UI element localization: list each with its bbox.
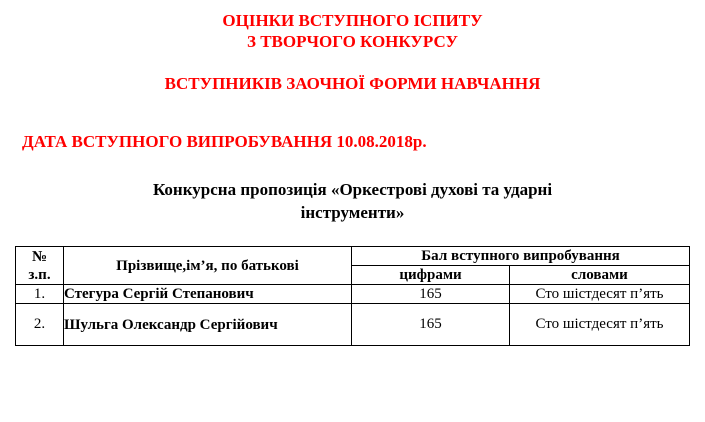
- header-score-words: словами: [510, 266, 690, 285]
- title-line-1: ОЦІНКИ ВСТУПНОГО ІСПИТУ: [222, 11, 483, 30]
- grades-table: [15, 246, 690, 346]
- document-subtitle: ВСТУПНИКІВ ЗАОЧНОЇ ФОРМИ НАВЧАННЯ: [164, 74, 541, 93]
- row-score-words: Сто шістдесят п’ять: [510, 304, 690, 346]
- header-number-line-2: з.п.: [28, 266, 51, 283]
- title-line-2: З ТВОРЧОГО КОНКУРСУ: [246, 32, 458, 51]
- header-number-line-1: №: [31, 248, 48, 265]
- header-score-group: Бал вступного випробування: [352, 247, 690, 266]
- table-row: [16, 285, 690, 304]
- row-score-digits: 165: [352, 285, 510, 304]
- competition-offer: [0, 178, 705, 224]
- exam-date-line: ДАТА ВСТУПНОГО ВИПРОБУВАННЯ 10.08.2018р.: [22, 132, 427, 151]
- header-full-name: Прізвище,ім’я, по батькові: [64, 247, 352, 285]
- row-full-name: Стегура Сергій Степанович: [64, 285, 352, 304]
- document-title: [0, 0, 705, 52]
- row-score-words: Сто шістдесят п’ять: [510, 285, 690, 304]
- header-score-digits: цифрами: [352, 266, 510, 285]
- offer-line-1: Конкурсна пропозиція «Оркестрові духові та ударні: [152, 180, 553, 199]
- header-number: [16, 247, 64, 285]
- table-header-row-1: [16, 247, 690, 266]
- offer-line-2: інструменти»: [300, 203, 405, 222]
- row-full-name: Шульга Олександр Сергійович: [64, 304, 352, 346]
- row-number: 2.: [16, 304, 64, 346]
- table-row: [16, 304, 690, 346]
- row-score-digits: 165: [352, 304, 510, 346]
- row-number: 1.: [16, 285, 64, 304]
